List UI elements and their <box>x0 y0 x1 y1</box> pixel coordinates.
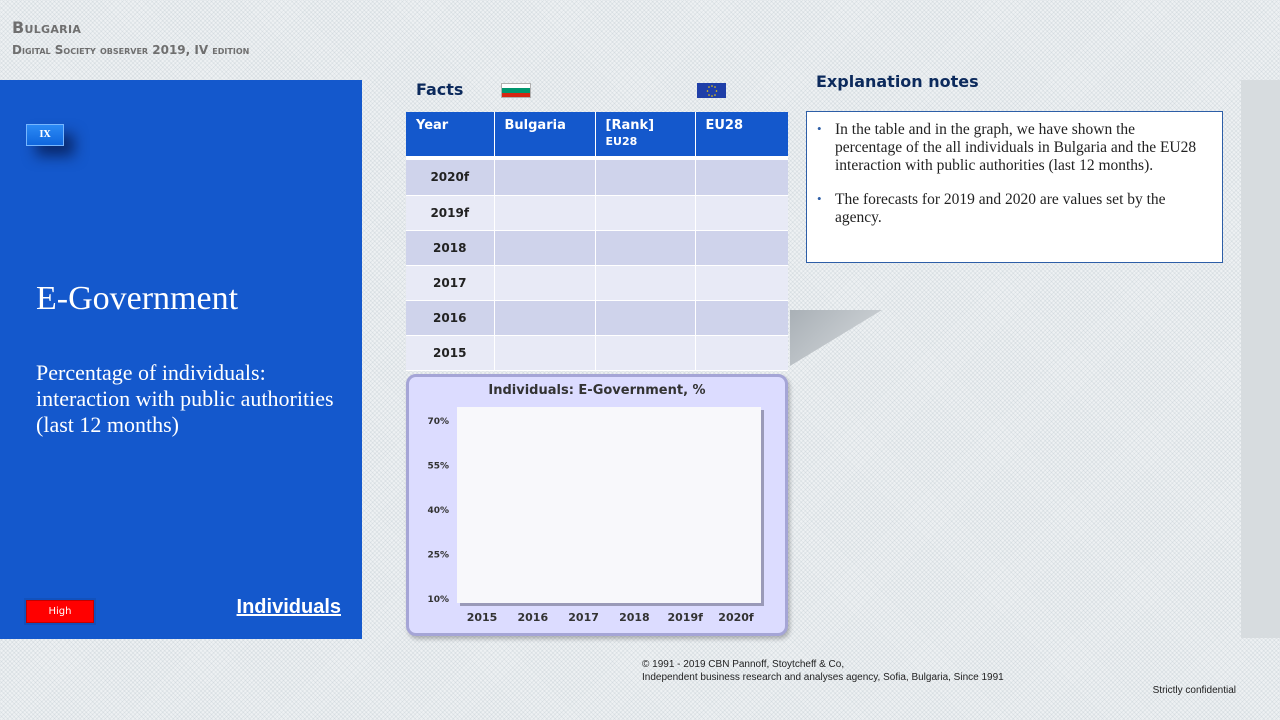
table-row <box>406 230 788 265</box>
y-tick-label: 10% <box>427 595 449 605</box>
agency-line: Independent business research and analyses agency, Sofia, Bulgaria, Since 1991 <box>642 672 1004 683</box>
cell-rank <box>595 265 695 300</box>
x-tick-label: 2018 <box>619 611 650 624</box>
y-tick-label: 55% <box>427 461 449 472</box>
cell-eu28 <box>695 195 788 230</box>
cell-rank <box>595 300 695 335</box>
cell-bulgaria <box>494 335 595 370</box>
y-tick-label: 25% <box>427 550 449 561</box>
facts-heading: Facts <box>416 80 464 99</box>
page-header <box>12 18 249 57</box>
explanation-note: • The forecasts for 2019 and 2020 are values set by the agency. <box>835 191 1200 227</box>
cell-year: 2016 <box>406 300 494 335</box>
table-row <box>406 195 788 230</box>
cell-year: 2018 <box>406 230 494 265</box>
cell-eu28 <box>695 230 788 265</box>
cell-rank <box>595 195 695 230</box>
cell-year: 2015 <box>406 335 494 370</box>
cell-eu28 <box>695 160 788 195</box>
chart-plot <box>409 377 785 633</box>
cell-eu28 <box>695 300 788 335</box>
explanation-box <box>806 111 1223 263</box>
chart-card <box>406 374 788 636</box>
footer <box>642 658 1004 684</box>
cell-bulgaria <box>494 195 595 230</box>
cell-bulgaria <box>494 160 595 195</box>
table-row <box>406 335 788 370</box>
individuals-link[interactable]: Individuals <box>236 596 341 618</box>
cell-year: 2019f <box>406 195 494 230</box>
x-tick-label: 2020f <box>718 611 754 624</box>
cell-rank <box>595 230 695 265</box>
explanation-note: • In the table and in the graph, we have shown the percentage of the all individuals in Bulgaria and the EU28 interaction with public authorities (last 12 months). <box>835 121 1200 175</box>
table-shadow <box>790 310 882 366</box>
y-tick-label: 70% <box>427 417 449 427</box>
x-tick-label: 2015 <box>466 611 498 624</box>
section-chip[interactable]: IX <box>26 124 64 146</box>
col-rank: [Rank] EU28 <box>595 112 695 156</box>
table-row <box>406 265 788 300</box>
cell-eu28 <box>695 265 788 300</box>
cell-year: 2017 <box>406 265 494 300</box>
x-tick-label: 2019f <box>667 611 703 624</box>
y-tick-label: 40% <box>427 506 449 516</box>
table-row <box>406 160 788 195</box>
chart-title: Individuals: E-Government, % <box>488 383 706 398</box>
plot-area <box>457 407 761 603</box>
cell-eu28 <box>695 335 788 370</box>
right-sidebar-band <box>1241 80 1280 638</box>
topic-subtitle: Percentage of individuals: interaction with public authorities (last 12 months) <box>36 360 334 437</box>
facts-table <box>406 112 788 371</box>
x-tick-label: 2016 <box>517 611 549 624</box>
cell-bulgaria <box>494 265 595 300</box>
explanation-heading: Explanation notes <box>816 72 979 91</box>
priority-badge[interactable]: High <box>26 600 94 623</box>
cell-bulgaria <box>494 230 595 265</box>
topic-title: E-Government <box>36 280 239 317</box>
cell-bulgaria <box>494 300 595 335</box>
cell-rank <box>595 160 695 195</box>
table-row <box>406 300 788 335</box>
col-bulgaria: Bulgaria <box>494 112 595 156</box>
col-year: Year <box>406 112 494 156</box>
bulgaria-flag-icon <box>501 83 531 98</box>
confidential-label: Strictly confidential <box>1152 685 1236 696</box>
cell-year: 2020f <box>406 160 494 195</box>
country-title: Bulgaria <box>12 18 82 37</box>
copyright-line: © 1991 - 2019 CBN Pannoff, Stoytcheff & Co, <box>642 659 845 670</box>
col-eu28: EU28 <box>695 112 788 156</box>
eu-flag-icon <box>697 83 726 98</box>
x-tick-label: 2017 <box>568 611 599 624</box>
cell-rank <box>595 335 695 370</box>
topic-panel <box>0 80 362 639</box>
edition-subtitle: Digital Society observer 2019, IV edition <box>12 43 250 57</box>
